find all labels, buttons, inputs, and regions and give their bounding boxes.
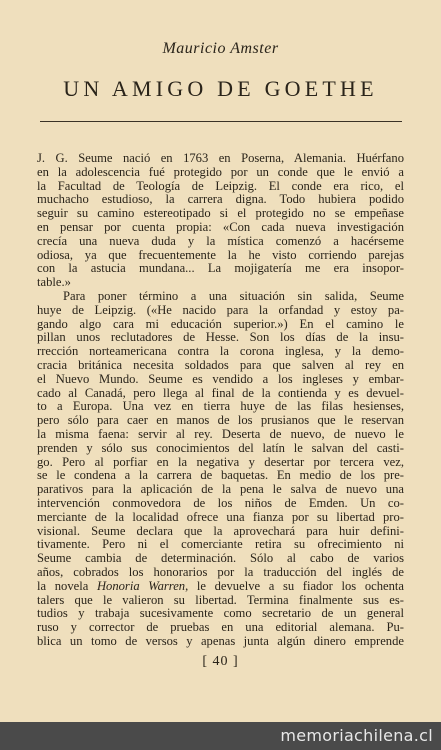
text-line: Seume cambia de determinación. Sólo al cabo de varios bbox=[37, 551, 404, 566]
text-line: tudios y trabaja sucesivamente como secretario de un general bbox=[37, 606, 404, 621]
text-line: pero sólo para caer en manos de los prusianos que le reservan bbox=[37, 413, 404, 428]
text-line: la misma faena: servir al rey. Deserta de nuevo, de nuevo le bbox=[37, 426, 404, 441]
text-fragment: , le devuelve a su fiador los ochenta bbox=[185, 578, 404, 593]
text-line: muchacho estudioso, la carrera digna. Todo hubiera podido bbox=[37, 192, 404, 207]
text-line: se le condena a la carrera de baquetas. En medio de los pre- bbox=[37, 468, 404, 483]
author-name: Mauricio Amster bbox=[162, 40, 279, 57]
text-line: prenden y sólo sus conocimientos del latín le salvan del casti- bbox=[37, 440, 404, 455]
book-title: Honoria Warren bbox=[96, 578, 186, 593]
text-line: cracia británica necesita soldados para que salven al rey en bbox=[37, 357, 404, 372]
page-number: [ 40 ] bbox=[202, 654, 239, 669]
text-line: el Nuevo Mundo. Seume es vendido a los ingleses y embar- bbox=[37, 371, 404, 386]
watermark-bar bbox=[0, 722, 441, 750]
text-line bbox=[37, 580, 404, 594]
text-line: seguir su camino estereotipado si el protegido no se empeñase bbox=[37, 206, 404, 221]
text-line: visional. Seume declara que la aprovechará para huir defini- bbox=[37, 523, 404, 538]
text-fragment: la novela bbox=[37, 578, 89, 593]
text-line: huye de Leipzig. («He nacido para la orfandad y estoy pa- bbox=[37, 302, 404, 317]
text-line: años, cobrados los honorarios por la traducción del inglés de bbox=[37, 564, 404, 579]
text-line: merciante de la localidad ofrece una fianza por su libertad pro- bbox=[37, 509, 404, 524]
watermark-text: memoriachilena.cl bbox=[280, 726, 433, 745]
text-line: intervención conmovedora de los niños de Emden. Un co- bbox=[37, 495, 404, 510]
text-line: en la adolescencia fué protegido por un conde que le envió a bbox=[37, 164, 404, 179]
text-line: crecía una nueva duda y la mística comenzó a hacérseme bbox=[37, 233, 404, 248]
text-line: gando algo cara mi educación superior.») En el camino le bbox=[37, 316, 404, 331]
text-line: to a Europa. Una vez en tierra huye de las filas hesienses, bbox=[37, 399, 404, 414]
page-title: UN AMIGO DE GOETHE bbox=[63, 76, 378, 101]
text-line: table.» bbox=[37, 275, 71, 290]
text-line: talers que le valieron su libertad. Termina finalmente sus es- bbox=[37, 592, 404, 607]
text-line: Para poner término a una situación sin salida, Seume bbox=[63, 288, 404, 303]
text-line: tivamente. Pero ni el comerciante retira su ofrecimiento ni bbox=[37, 537, 404, 552]
body-text bbox=[37, 152, 404, 649]
text-line: rrección norteamericana contra la corona inglesa, y la demo- bbox=[37, 344, 404, 359]
text-line: go. Pero al porfiar en la negativa y desertar por tercera vez, bbox=[37, 454, 404, 469]
text-line: parativos para la aplicación de la pena le salva de nuevo una bbox=[37, 482, 404, 497]
title-divider bbox=[40, 121, 402, 122]
text-line: blica un tomo de versos y apenas junta algún dinero emprende bbox=[37, 633, 404, 648]
text-line: la Facultad de Teología de Leipzig. El conde era rico, el bbox=[37, 178, 404, 193]
text-line: pillan unos reclutadores de Hesse. Son los días de la insu- bbox=[37, 330, 404, 345]
text-line: con la astucia mundana... La mojigatería me era insopor- bbox=[37, 261, 404, 276]
text-line: J. G. Seume nació en 1763 en Poserna, Alemania. Huérfano bbox=[37, 151, 404, 165]
text-line: cado al Canadá, pero llega al final de la contienda y es devuel- bbox=[37, 385, 404, 400]
text-line: en pensar por cuenta propia: «Con cada nueva investigación bbox=[37, 219, 404, 234]
text-line: odiosa, ya que frecuentemente la he visto corriendo parejas bbox=[37, 247, 404, 262]
text-line: ruso y corrector de pruebas en una editorial alemana. Pu- bbox=[37, 620, 404, 635]
